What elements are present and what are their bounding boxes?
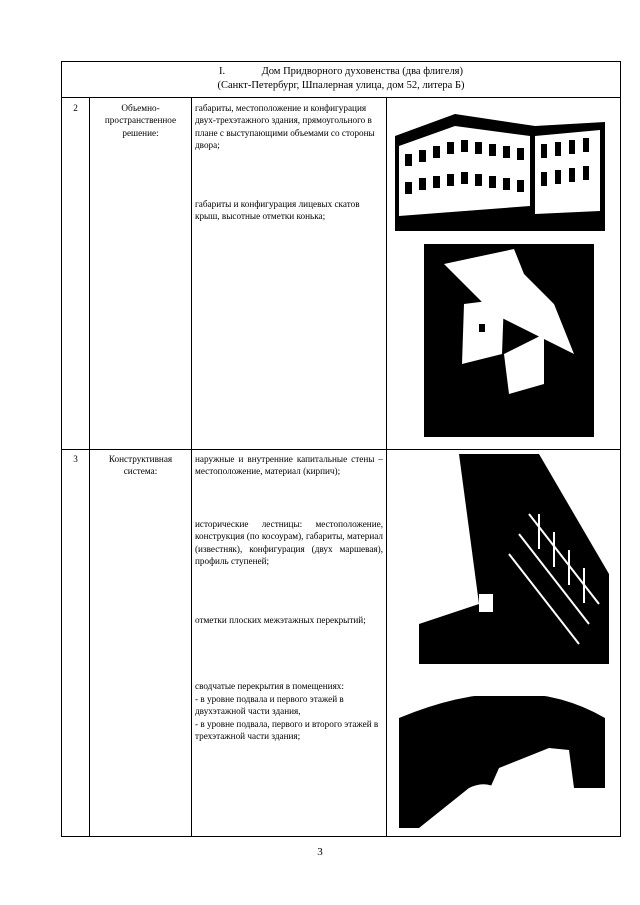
protected-elements-table (61, 61, 621, 837)
description-paragraph: габариты и конфигурация лицевых скатов крыш, высотные отметки конька; (195, 199, 360, 222)
row-description (195, 518, 383, 568)
row-title: Конструктивная система: (108, 454, 173, 477)
section-title: Дом Придворного духовенства (два флигеля) (261, 66, 464, 77)
row-description (195, 668, 383, 755)
description-paragraph: наружные и внутренние капитальные стены – местоположение, материал (кирпич); (195, 454, 383, 477)
row-description (195, 614, 383, 626)
column-divider (89, 98, 90, 836)
column-divider (386, 98, 387, 836)
description-paragraph: габариты, местоположение и конфигурация двух-трехэтажного здания, прямоугольного в плане с выступающими объемами со стороны двора; (195, 103, 375, 151)
roof-photo (424, 244, 594, 437)
description-paragraph: отметки плоских межэтажных перекрытий; (195, 615, 366, 625)
section-number: I. (218, 66, 226, 77)
row-description (195, 102, 383, 152)
facade-photo (395, 106, 605, 231)
section-address: (Санкт-Петербург, Шпалерная улица, дом 52, литера Б) (217, 80, 465, 91)
table-header (62, 62, 620, 98)
row-description (195, 453, 383, 478)
description-paragraph: сводчатые перекрытия в помещениях: - в уровне подвала и первого этажей в двухэтажной части здания, - в уровне подвала, первого и второго этажей в трехэтажной части здания; (195, 681, 379, 742)
row-number: 2 (73, 103, 78, 113)
staircase-photo (419, 454, 609, 664)
vaulted-ceiling-photo (399, 678, 605, 828)
row-description (195, 198, 383, 223)
row-divider (62, 449, 620, 450)
page-number: 3 (317, 846, 323, 858)
column-divider (191, 98, 192, 836)
description-paragraph: исторические лестницы: местоположение, конструкция (по косоурам), габариты, материал (известняк), конфигурация (двух маршевая), профиль ступеней; (195, 519, 383, 567)
row-number: 3 (73, 454, 78, 464)
row-title: Объемно-пространственное решение: (104, 103, 177, 138)
